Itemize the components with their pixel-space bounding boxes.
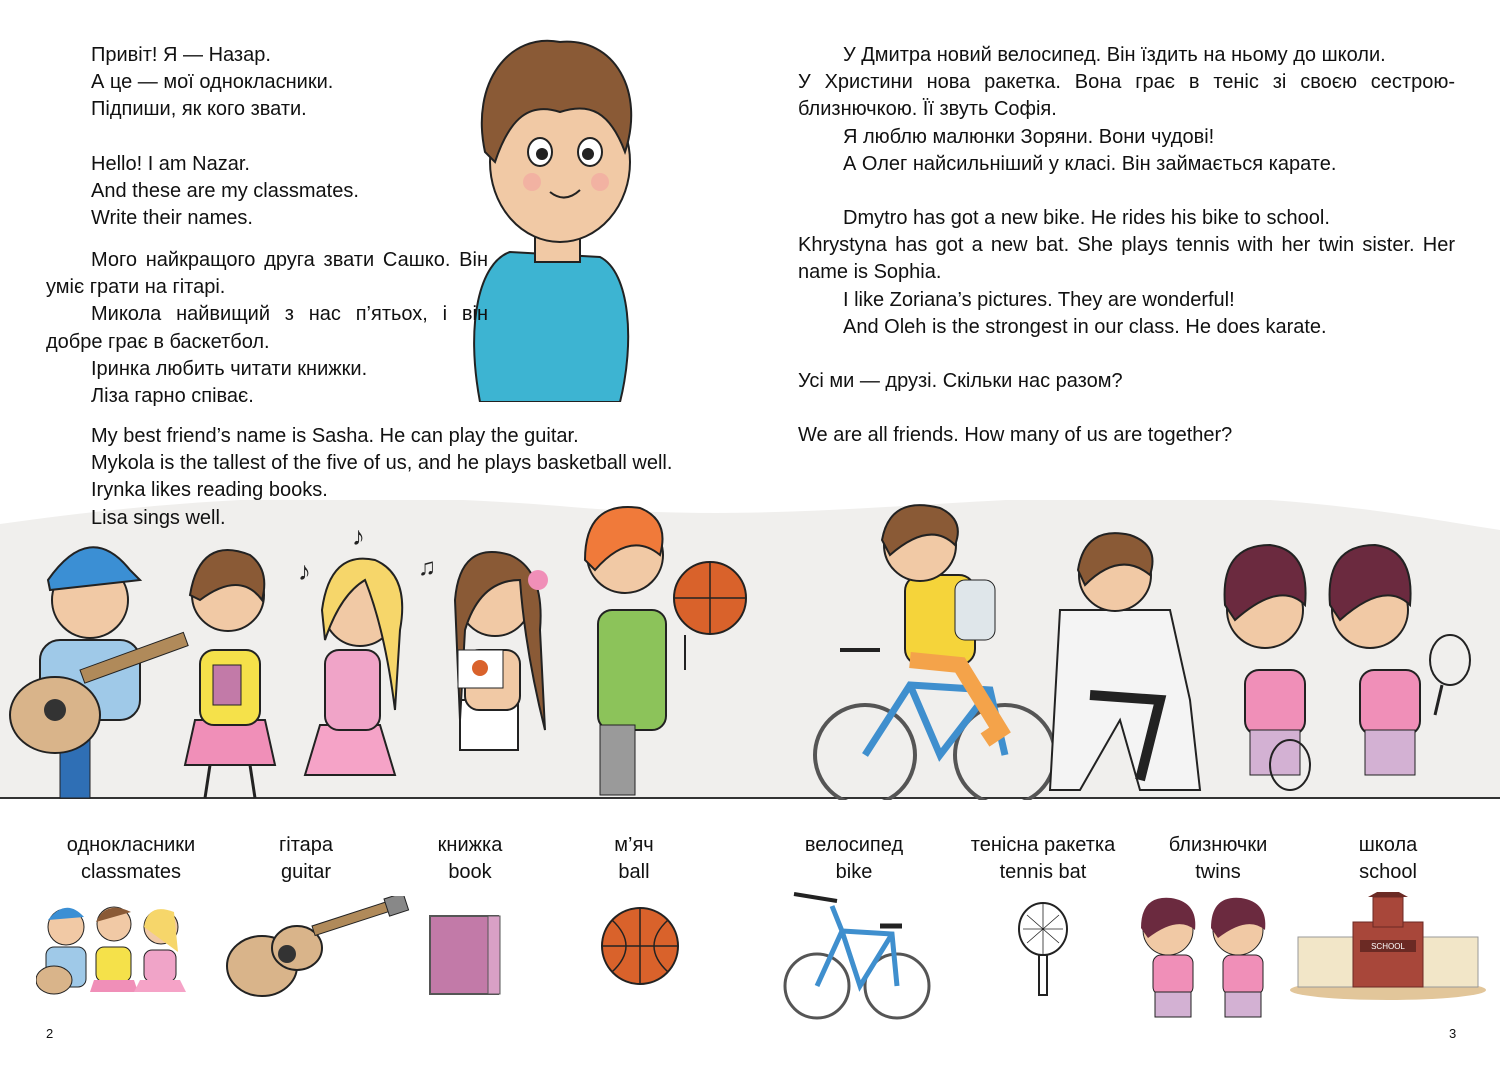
vocab-guitar-en: guitar <box>280 861 332 883</box>
vocab-school-uk: школа <box>1358 834 1418 856</box>
khrystyna-en: Khrystyna has got a new bat. She plays tennis with her twin sister. Her name is Sophia. <box>798 234 1455 284</box>
intro-uk-line-2: А це — мої однокласники. <box>91 71 334 94</box>
svg-text:♪: ♪ <box>298 556 311 586</box>
vocab-tennis-bat-uk: тенісна ракетка <box>970 834 1116 856</box>
vocab-bike <box>769 832 939 886</box>
page-number-left: 2 <box>46 1026 54 1041</box>
vocab-classmates <box>46 832 216 886</box>
irynka-figure <box>185 550 275 798</box>
vocab-guitar-uk: гітара <box>278 834 334 856</box>
vocab-classmates-en: classmates <box>80 861 182 883</box>
book-icon <box>428 912 508 997</box>
bike-icon <box>782 886 932 1026</box>
dmytro-figure <box>815 505 1055 800</box>
left-intro <box>91 42 491 232</box>
intro-en-line-1: Hello! I am Nazar. <box>91 152 250 175</box>
vocab-twins-en: twins <box>1195 861 1241 883</box>
page-number-right: 3 <box>1449 1026 1457 1041</box>
mykola-uk: Микола найвищий з нас п’ятьох, і він добре грає в баскетбол. <box>46 303 488 353</box>
guitar-icon <box>212 896 412 1006</box>
zoriana-uk: Я люблю малюнки Зоряни. Вони чудові! <box>843 125 1215 148</box>
classmates-illustration <box>0 500 1500 800</box>
khrystyna-figure <box>1225 545 1310 790</box>
sophia-figure <box>1330 545 1470 775</box>
vocab-classmates-uk: однокласники <box>66 834 196 856</box>
classmates-icon <box>36 892 196 1002</box>
zoriana-en: I like Zoriana’s pictures. They are wonderful! <box>843 288 1235 311</box>
question-uk: Усі ми — друзі. Скільки нас разом? <box>798 370 1123 393</box>
mykola-en: Mykola is the tallest of the five of us, and he plays basketball well. <box>91 452 673 475</box>
sasha-figure <box>10 547 188 798</box>
vocab-book <box>385 832 555 886</box>
khrystyna-uk: У Христини нова ракетка. Вона грає в теніс зі своєю сестрою-близнючкою. Її звуть Софія. <box>798 71 1455 121</box>
sasha-uk: Мого найкращого друга звати Сашко. Він уміє грати на гітарі. <box>46 249 488 299</box>
vocab-school <box>1303 832 1473 886</box>
vocab-tennis-bat-en: tennis bat <box>999 861 1087 883</box>
lisa-en: Lisa sings well. <box>91 506 226 529</box>
vocab-tennis-bat <box>948 832 1138 886</box>
vocab-ball <box>549 832 719 886</box>
lisa-uk: Ліза гарно співає. <box>91 385 254 408</box>
intro-en-line-3: Write their names. <box>91 207 253 230</box>
vocab-school-en: school <box>1359 861 1417 883</box>
intro-uk-line-1: Привіт! Я — Назар. <box>91 44 271 66</box>
school-sign: SCHOOL <box>1371 942 1405 951</box>
oleh-uk: А Олег найсильніший у класі. Він займається карате. <box>843 152 1337 175</box>
twins-icon <box>1133 890 1283 1030</box>
tennis-racket-icon <box>1013 901 1073 1001</box>
left-friends-uk <box>46 247 488 410</box>
svg-text:♪: ♪ <box>352 521 365 551</box>
irynka-en: Irynka likes reading books. <box>91 479 328 502</box>
dmytro-uk: У Дмитра новий велосипед. Він їздить на ньому до школи. <box>843 44 1386 66</box>
vocab-book-uk: книжка <box>437 834 503 856</box>
intro-uk-line-3: Підпиши, як кого звати. <box>91 98 307 121</box>
vocab-bike-en: bike <box>835 861 873 883</box>
ball-icon <box>598 904 682 988</box>
lisa-figure <box>298 521 436 775</box>
school-icon <box>1288 892 1488 1002</box>
mykola-figure <box>585 507 746 795</box>
question-en: We are all friends. How many of us are together? <box>798 424 1233 447</box>
vocab-twins-uk: близнючки <box>1168 834 1268 856</box>
vocab-twins <box>1133 832 1303 886</box>
zoriana-figure <box>455 552 548 750</box>
vocab-ball-en: ball <box>618 861 650 883</box>
vocab-guitar <box>221 832 391 886</box>
oleh-figure <box>1050 533 1200 790</box>
oleh-en: And Oleh is the strongest in our class. He does karate. <box>843 315 1327 338</box>
intro-en-line-2: And these are my classmates. <box>91 179 359 202</box>
sasha-en: My best friend’s name is Sasha. He can play the guitar. <box>91 425 579 447</box>
vocab-book-en: book <box>448 861 492 883</box>
dmytro-en: Dmytro has got a new bike. He rides his bike to school. <box>843 207 1330 230</box>
irynka-uk: Іринка любить читати книжки. <box>91 357 368 380</box>
vocab-bike-uk: велосипед <box>804 834 904 856</box>
vocab-ball-uk: м’яч <box>614 834 654 856</box>
svg-text:♫: ♫ <box>418 554 436 581</box>
right-friends-uk <box>798 42 1455 449</box>
